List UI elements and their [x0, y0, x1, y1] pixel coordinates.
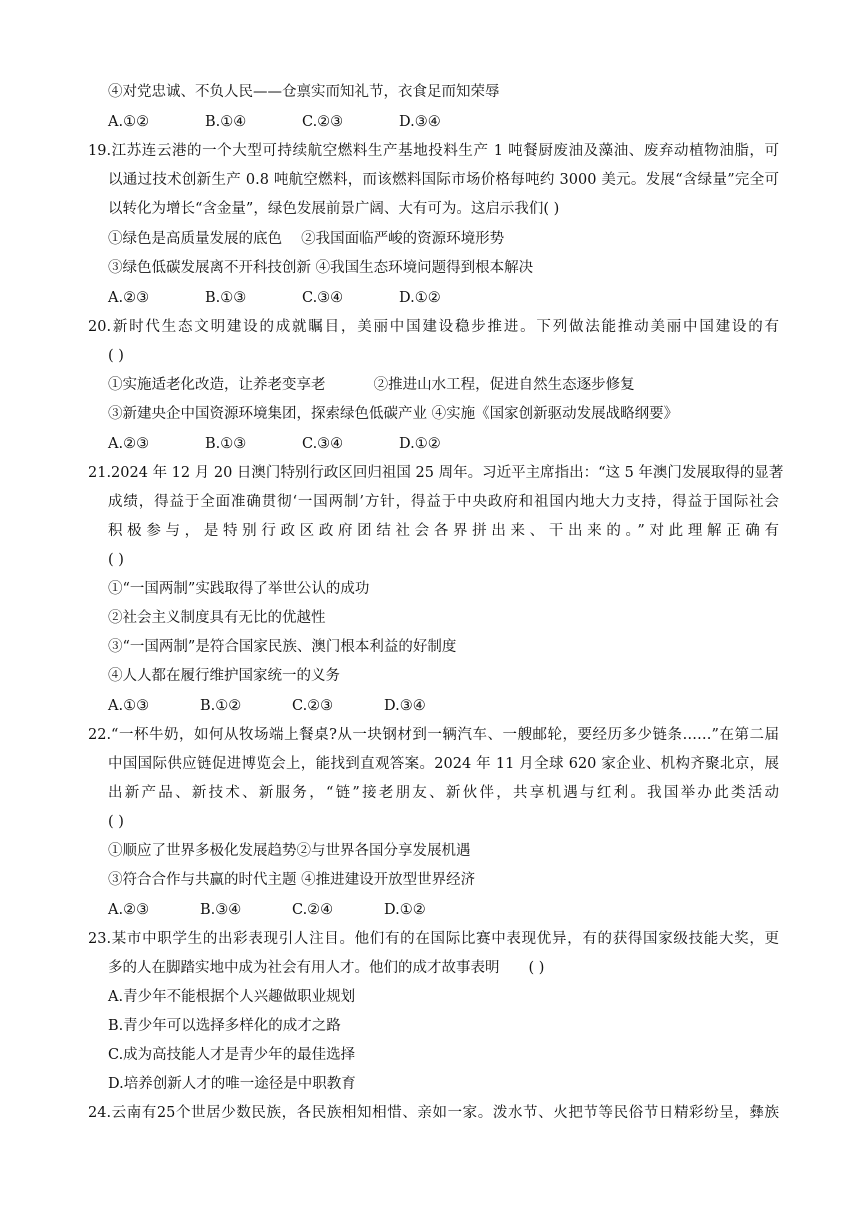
- q24-stem-line-1: 24.云南有25个世居少数民族，各民族相知相惜、亲如一家。泼水节、火把节等民俗节日精彩纷呈，彝族: [88, 1105, 779, 1121]
- q23-option-c: C.成为高技能人才是青少年的最佳选择: [108, 1047, 356, 1063]
- q20-options: [108, 434, 441, 454]
- q19-item-line-2: ③绿色低碳发展离不开科技创新 ④我国生态环境问题得到根本解决: [108, 260, 534, 276]
- q21-stem-line-3: 积极参与，是特别行政区政府团结社会各界拼出来、干出来的。”对此理解正确有: [108, 523, 779, 539]
- q21-stem-line-2: 成绩，得益于全面准确贯彻‘一国两制’方针，得益于中央政府和祖国内地大力支持，得益于国际社会: [108, 494, 779, 510]
- q21-item-3: ③“一国两制”是符合国家民族、澳门根本利益的好制度: [108, 639, 457, 655]
- q19-option-d: D.①②: [399, 290, 441, 306]
- q18-option-c: C.②③: [302, 114, 344, 130]
- q20-option-a: A.②③: [108, 436, 150, 452]
- q22-option-a: A.②③: [108, 902, 150, 918]
- q19-stem-line-3: 以转化为增长“含金量”，绿色发展前景广阔、大有可为。这启示我们( ): [108, 201, 560, 217]
- q19-option-a: A.②③: [108, 290, 150, 306]
- q19-options: [108, 288, 441, 308]
- q20-stem-line-1: 20.新时代生态文明建设的成就瞩目，美丽中国建设稳步推进。下列做法能推动美丽中国建设的有: [88, 319, 779, 335]
- q21-item-4: ④人人都在履行维护国家统一的义务: [108, 668, 340, 684]
- q21-option-a: A.①③: [108, 698, 150, 714]
- q20-option-b: B.①③: [205, 436, 247, 452]
- q20-option-c: C.③④: [302, 436, 344, 452]
- q22-stem-line-1: 22.“一杯牛奶，如何从牧场端上餐桌?从一块钢材到一辆汽车、一艘邮轮，要经历多少链条……”在第二届: [88, 727, 779, 743]
- q21-options: [108, 696, 426, 716]
- q23-option-b: B.青少年可以选择多样化的成才之路: [108, 1018, 341, 1034]
- q22-option-d: D.①②: [384, 902, 426, 918]
- q22-option-b: B.③④: [200, 902, 242, 918]
- q21-stem-line-1: 21.2024 年 12 月 20 日澳门特别行政区回归祖国 25 周年。习近平主席指出：“这 5 年澳门发展取得的显著: [88, 465, 784, 481]
- q21-stem-line-4: ( ): [108, 552, 124, 568]
- q18-option-b: B.①④: [205, 114, 247, 130]
- q22-item-line-1: ①顺应了世界多极化发展趋势②与世界各国分享发展机遇: [108, 843, 471, 859]
- q22-item-line-2: ③符合合作与共赢的时代主题 ④推进建设开放型世界经济: [108, 872, 476, 888]
- q23-option-a: A.青少年不能根据个人兴趣做职业规划: [108, 989, 356, 1005]
- q23-stem-line-1: 23.某市中职学生的出彩表现引人注目。他们有的在国际比赛中表现优异，有的获得国家级技能大奖，更: [88, 931, 779, 947]
- q18-options: [108, 112, 441, 132]
- q22-stem-line-2: 中国国际供应链促进博览会上，能找到直观答案。2024 年 11 月全球 620 家企业、机构齐聚北京，展: [108, 756, 779, 772]
- q19-item-line-1: ①绿色是高质量发展的底色 ②我国面临严峻的资源环境形势: [108, 231, 505, 247]
- q19-option-c: C.③④: [302, 290, 344, 306]
- q23-option-d: D.培养创新人才的唯一途径是中职教育: [108, 1076, 356, 1092]
- q21-item-1: ①“一国两制”实践取得了举世公认的成功: [108, 581, 370, 597]
- q20-stem-line-2: ( ): [108, 348, 124, 364]
- q20-option-d: D.①②: [399, 436, 441, 452]
- q22-options: [108, 900, 426, 920]
- q19-stem-line-1: 19.江苏连云港的一个大型可持续航空燃料生产基地投料生产 1 吨餐厨废油及藻油、废弃动植物油脂，可: [88, 143, 779, 159]
- q19-option-b: B.①③: [205, 290, 247, 306]
- q21-item-2: ②社会主义制度具有无比的优越性: [108, 610, 326, 626]
- q19-stem-line-2: 以通过技术创新生产 0.8 吨航空燃料，而该燃料国际市场价格每吨约 3000 美元。发展“含绿量”完全可: [108, 172, 779, 188]
- q18-item-4: ④对党忠诚、不负人民——仓禀实而知礼节，衣食足而知荣辱: [108, 84, 500, 100]
- q21-option-c: C.②③: [292, 698, 334, 714]
- q20-item-line-2: ③新建央企中国资源环境集团，探索绿色低碳产业 ④实施《国家创新驱动发展战略纲要》: [108, 406, 679, 422]
- q18-option-d: D.③④: [399, 114, 441, 130]
- q20-item-line-1: ①实施适老化改造，让养老变享老 ②推进山水工程，促进自然生态逐步修复: [108, 377, 635, 393]
- q18-option-a: A.①②: [108, 114, 150, 130]
- q23-stem-line-2: 多的人在脚踏实地中成为社会有用人才。他们的成才故事表明 ( ): [108, 960, 545, 976]
- q21-option-d: D.③④: [384, 698, 426, 714]
- q22-stem-line-3: 出新产品、新技术、新服务，“链”接老朋友、新伙伴，共享机遇与红利。我国举办此类活动: [108, 785, 779, 801]
- q22-stem-line-4: ( ): [108, 814, 124, 830]
- q22-option-c: C.②④: [292, 902, 334, 918]
- q21-option-b: B.①②: [200, 698, 242, 714]
